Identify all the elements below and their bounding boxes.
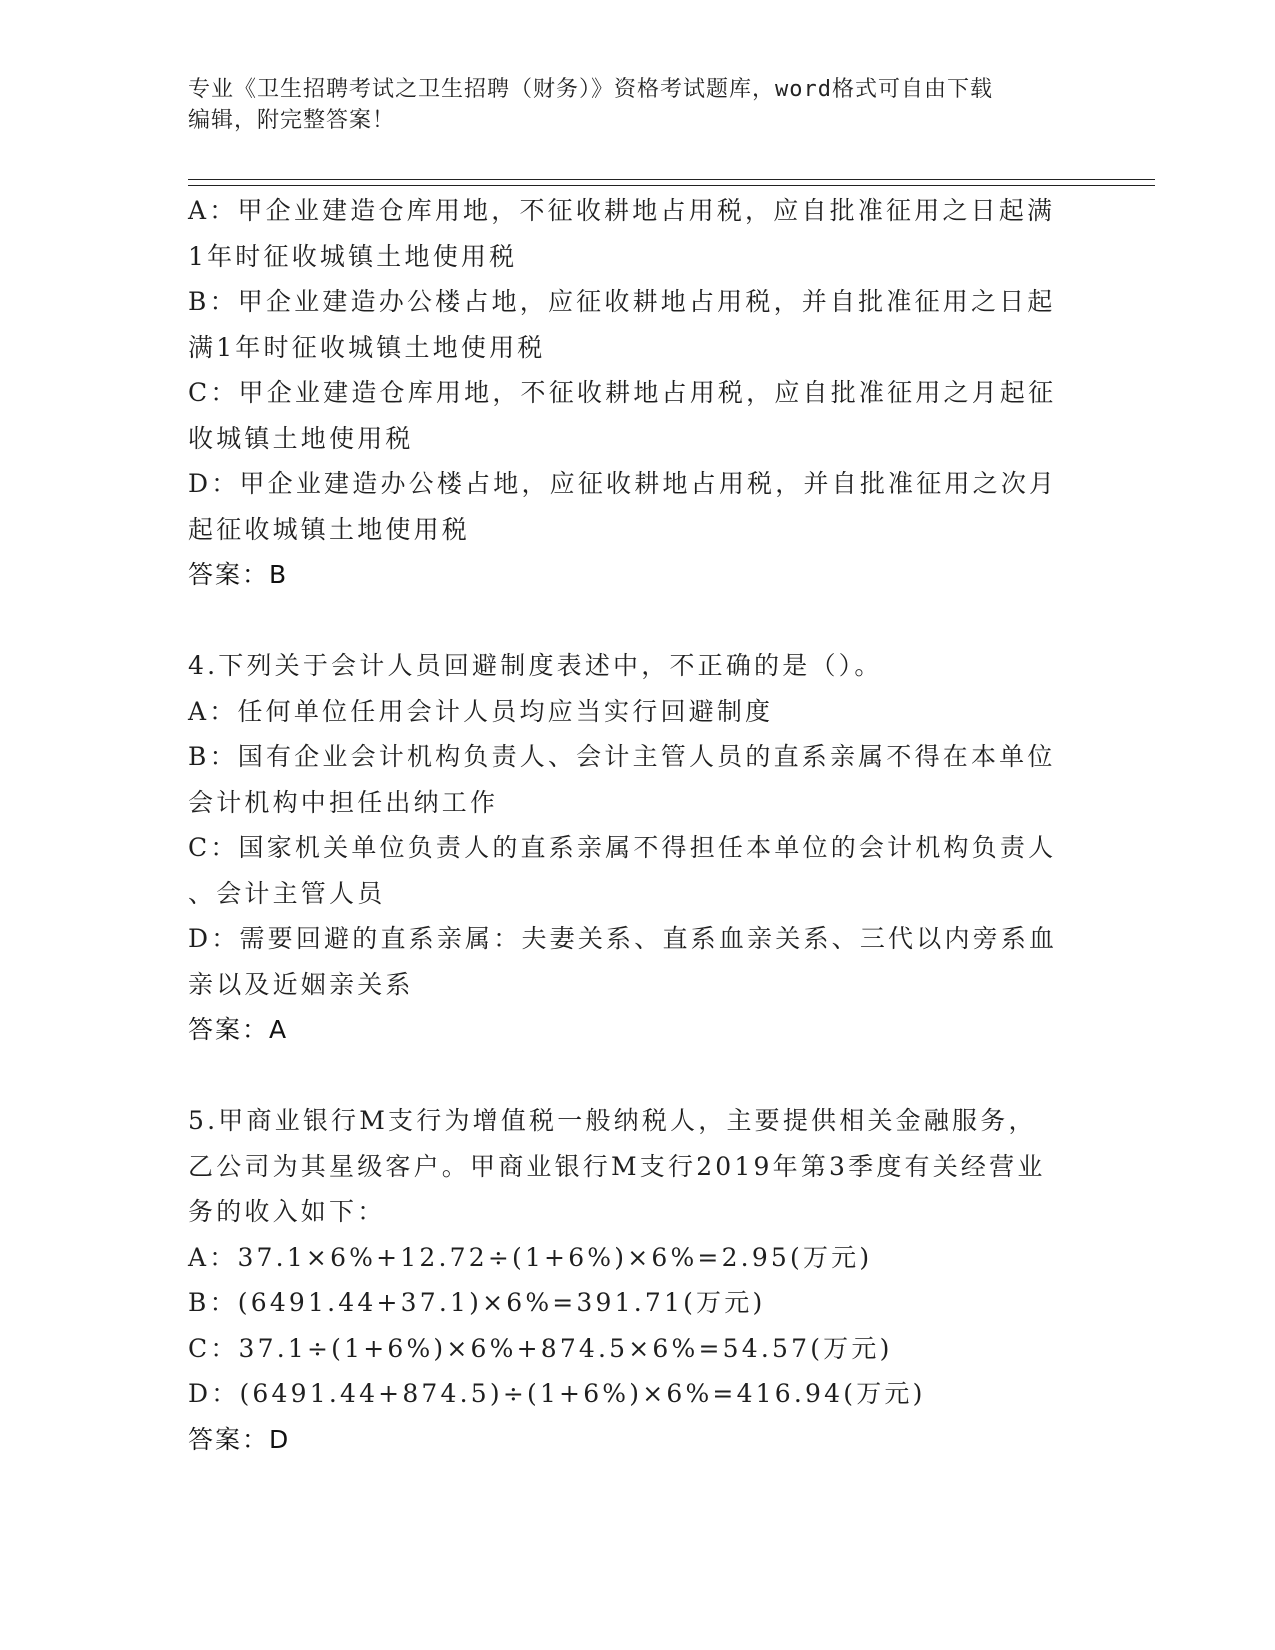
header-divider-top: [188, 179, 1155, 180]
q5-stem-line-3: 务的收入如下：: [188, 1197, 386, 1226]
header-line-1: 专业《卫生招聘考试之卫生招聘（财务）》资格考试题库，word格式可自由下载: [188, 77, 993, 102]
q3-option-c-line-1: C：甲企业建造仓库用地，不征收耕地占用税，应自批准征用之月起征: [188, 378, 1057, 407]
spacer: [188, 1053, 1088, 1099]
q4-option-b-line-1: B：国有企业会计机构负责人、会计主管人员的直系亲属不得在本单位: [188, 742, 1056, 771]
spacer: [188, 598, 1088, 644]
q3-option-b-line-2: 满1年时征收城镇土地使用税: [188, 332, 546, 362]
q4-option-d-line-2: 亲以及近姻亲关系: [188, 969, 414, 999]
header-divider-bottom: [188, 185, 1155, 186]
document-header: [188, 74, 1088, 136]
q3-answer: 答案：B: [188, 560, 289, 589]
q4-option-c-line-2: 、会计主管人员: [188, 878, 386, 908]
q5-option-c-line-1: C：37.1÷(1+6%)×6%+874.5×6%=54.57(万元): [188, 1333, 893, 1363]
q5-stem-line-2: 乙公司为其星级客户。甲商业银行M支行2019年第3季度有关经营业: [188, 1151, 1046, 1181]
header-line-2: 编辑，附完整答案！: [188, 108, 396, 133]
q3-option-a-line-1: A：甲企业建造仓库用地，不征收耕地占用税，应自批准征用之日起满: [188, 196, 1056, 225]
q5-answer: 答案：D: [188, 1424, 291, 1454]
q3-option-d-line-2: 起征收城镇土地使用税: [188, 514, 471, 544]
q5-stem-line-1: 5.甲商业银行M支行为增值税一般纳税人，主要提供相关金融服务，: [188, 1106, 1037, 1135]
q4-answer: 答案：A: [188, 1015, 289, 1044]
question-4: [188, 643, 1088, 1053]
q4-stem: 4.下列关于会计人员回避制度表述中，不正确的是（）。: [188, 651, 883, 680]
q5-option-d-line-1: D：(6491.44+874.5)÷(1+6%)×6%=416.94(万元): [188, 1379, 926, 1408]
q4-option-d-line-1: D：需要回避的直系亲属：夫妻关系、直系血亲关系、三代以内旁系血: [188, 924, 1058, 953]
question-3: [188, 188, 1088, 598]
question-content: [188, 188, 1088, 1462]
q5-option-b-line-1: B：(6491.44+37.1)×6%=391.71(万元): [188, 1288, 766, 1317]
question-5: [188, 1098, 1088, 1462]
q4-option-a-line-1: A：任何单位任用会计人员均应当实行回避制度: [188, 696, 774, 726]
q3-option-a-line-2: 1年时征收城镇土地使用税: [188, 241, 518, 271]
q3-option-b-line-1: B：甲企业建造办公楼占地，应征收耕地占用税，并自批准征用之日起: [188, 287, 1056, 316]
q5-option-a-line-1: A：37.1×6%+12.72÷(1+6%)×6%=2.95(万元): [188, 1242, 873, 1272]
q3-option-d-line-1: D：甲企业建造办公楼占地，应征收耕地占用税，并自批准征用之次月: [188, 469, 1058, 498]
q4-option-c-line-1: C：国家机关单位负责人的直系亲属不得担任本单位的会计机构负责人: [188, 833, 1057, 862]
q4-option-b-line-2: 会计机构中担任出纳工作: [188, 787, 499, 817]
q3-option-c-line-2: 收城镇土地使用税: [188, 423, 414, 453]
